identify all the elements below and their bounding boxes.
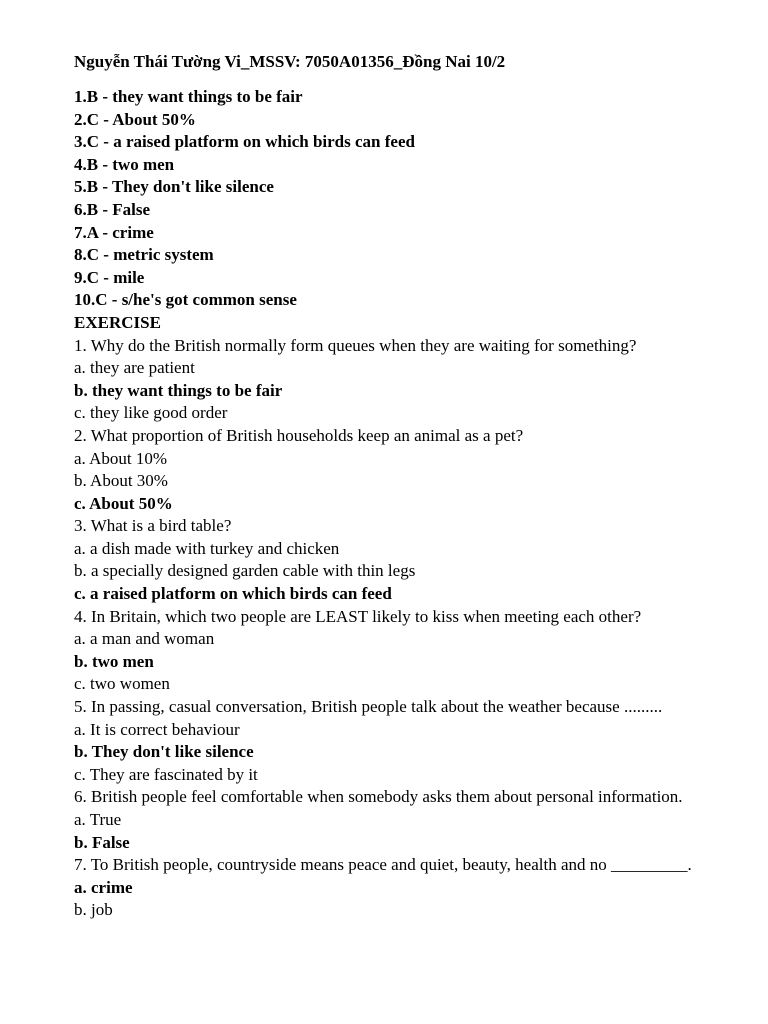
student-header: Nguyễn Thái Tường Vi_MSSV: 7050A01356_Đồng Nai 10/2	[74, 52, 506, 71]
option-correct: b. two men	[74, 651, 154, 671]
question-text: 3. What is a bird table?	[74, 516, 232, 536]
question-text: 2. What proportion of British households keep an animal as a pet?	[74, 425, 524, 445]
option-correct: c. a raised platform on which birds can feed	[74, 584, 392, 604]
option: b. About 30%	[74, 471, 168, 491]
question-5	[74, 696, 734, 786]
option-correct: b. they want things to be fair	[74, 380, 283, 400]
answer-line: 4.B - two men	[74, 154, 175, 174]
answer-line: 5.B - They don't like silence	[74, 177, 274, 197]
question-1	[74, 335, 734, 425]
answer-line: 9.C - mile	[74, 267, 145, 287]
answer-line: 10.C - s/he's got common sense	[74, 290, 297, 310]
option: a. True	[74, 810, 122, 829]
option: a. a man and woman	[74, 629, 215, 649]
option-correct: c. About 50%	[74, 493, 173, 513]
option: a. About 10%	[74, 448, 168, 468]
option: a. a dish made with turkey and chicken	[74, 538, 340, 558]
document-page	[74, 51, 734, 922]
question-text: 7. To British people, countryside means peace and quiet, beauty, health and no _________.	[74, 855, 692, 875]
option: c. two women	[74, 674, 170, 694]
question-3	[74, 515, 734, 605]
answer-line: 8.C - metric system	[74, 245, 214, 265]
question-text: 5. In passing, casual conversation, British people talk about the weather because .........	[74, 697, 663, 717]
answer-line: 1.B - they want things to be fair	[74, 87, 303, 106]
question-text: 6. British people feel comfortable when somebody asks them about personal information.	[74, 787, 683, 807]
answer-line: 7.A - crime	[74, 222, 154, 242]
question-text: 1. Why do the British normally form queues when they are waiting for something?	[74, 335, 637, 355]
question-7	[74, 854, 734, 922]
exercise-heading: EXERCISE	[74, 312, 161, 332]
question-6	[74, 786, 734, 854]
question-text: 4. In Britain, which two people are LEAST likely to kiss when meeting each other?	[74, 606, 642, 626]
question-4	[74, 606, 734, 696]
option-correct: a. crime	[74, 877, 133, 897]
option-correct: b. They don't like silence	[74, 742, 254, 762]
option: b. job	[74, 900, 113, 920]
option: c. they like good order	[74, 403, 228, 423]
answer-key	[74, 86, 734, 312]
option: a. It is correct behaviour	[74, 719, 240, 739]
option: b. a specially designed garden cable with thin legs	[74, 561, 416, 581]
answer-line: 3.C - a raised platform on which birds can feed	[74, 132, 415, 152]
question-2	[74, 425, 734, 515]
option: a. they are patient	[74, 358, 195, 378]
option: c. They are fascinated by it	[74, 764, 258, 784]
answer-line: 2.C - About 50%	[74, 109, 196, 129]
option-correct: b. False	[74, 832, 130, 852]
answer-line: 6.B - False	[74, 199, 151, 219]
